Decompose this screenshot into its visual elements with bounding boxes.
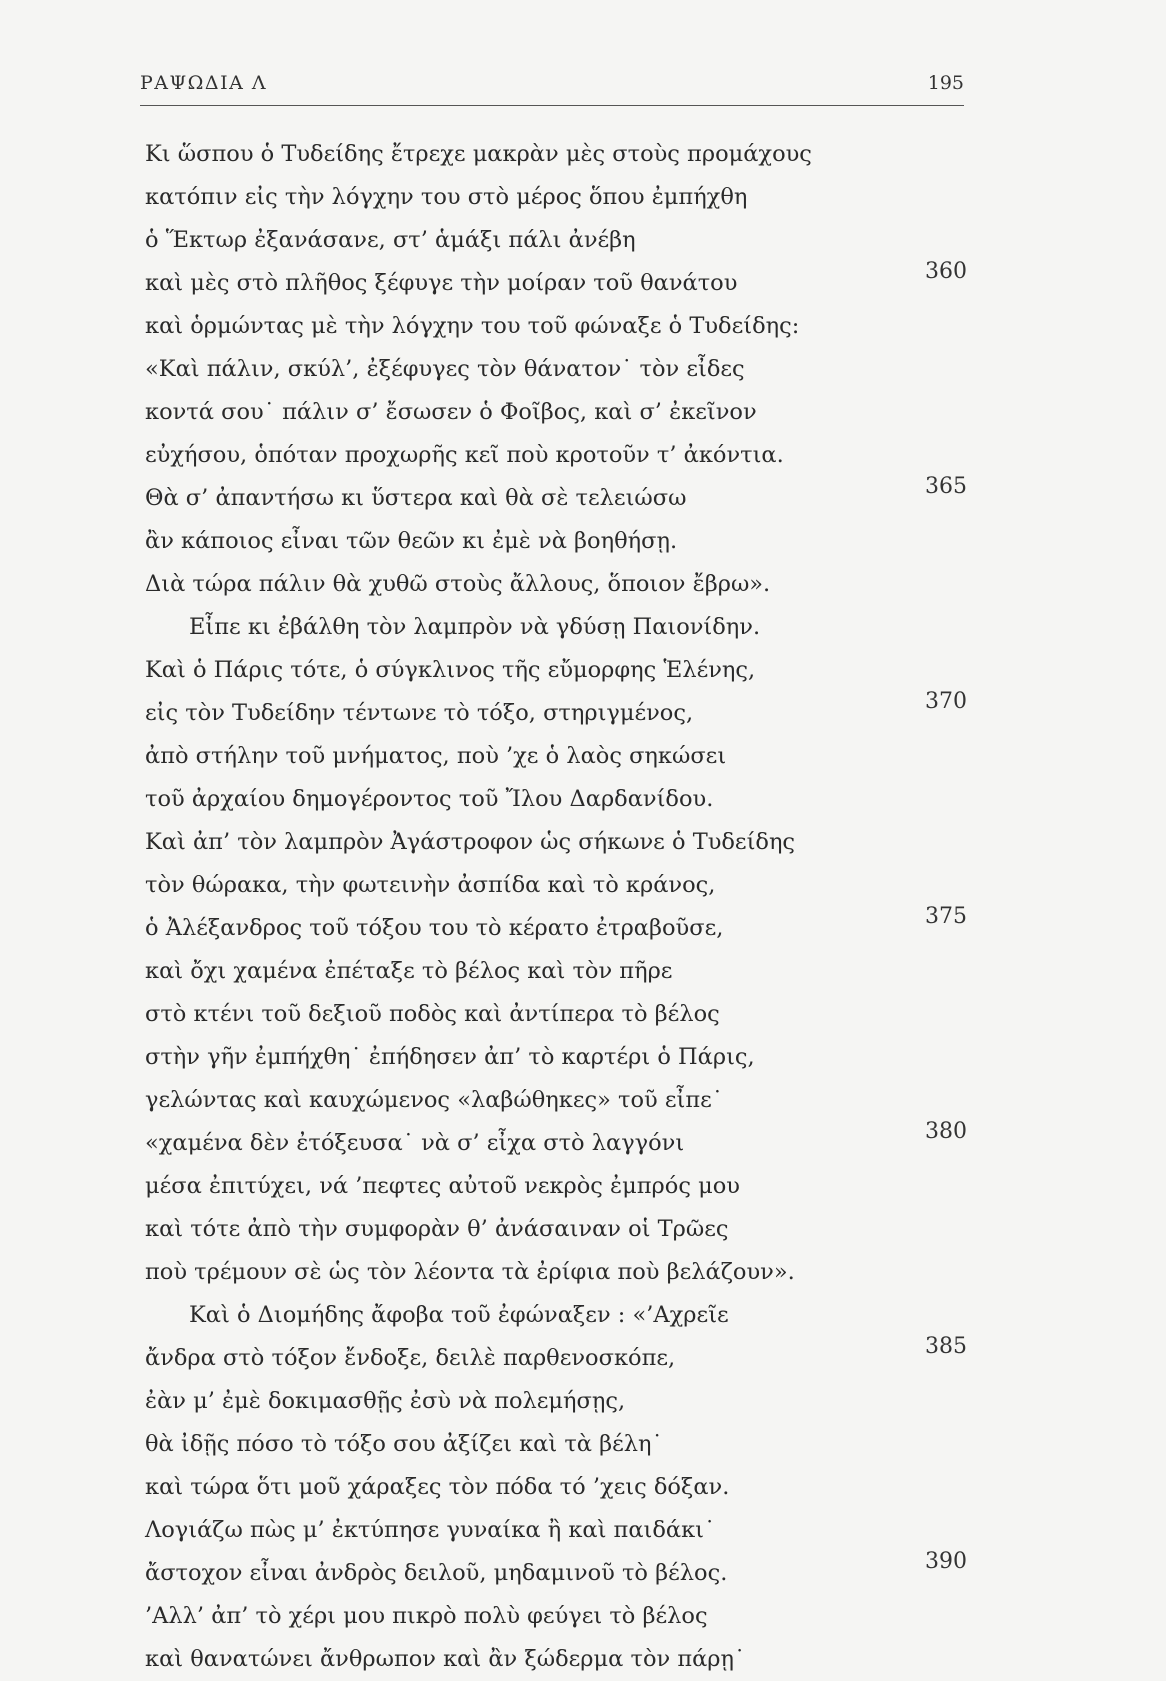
verse-line: [145, 1079, 965, 1122]
verse-text: μέσα ἐπιτύχει, νά ’πεφτες αὐτοῦ νεκρὸς ἐμπρός μου: [145, 1173, 740, 1199]
verse-text: ὁ Ἕκτωρ ἐξανάσανε, στ’ ἁμάξι πάλι ἀνέβη: [145, 227, 636, 253]
verse-text: Λογιάζω πὼς μ’ ἐκτύπησε γυναίκα ἢ καὶ παιδάκι˙: [145, 1517, 716, 1543]
verse-line: [145, 391, 965, 434]
verse-line: [145, 520, 965, 563]
line-number: 370: [925, 689, 967, 714]
verse-line: [145, 1638, 965, 1681]
verse-text: «Καὶ πάλιν, σκύλ’, ἐξέφυγες τὸν θάνατον˙ τὸν εἶδες: [145, 356, 745, 382]
verse-text: ὁ Ἀλέξανδρος τοῦ τόξου του τὸ κέρατο ἐτραβοῦσε,: [145, 915, 724, 941]
verse-line: [145, 1423, 965, 1466]
verse-line: [145, 259, 967, 305]
verse-line: [145, 1294, 965, 1337]
poem-body: [145, 133, 965, 1681]
verse-line: [145, 1251, 965, 1294]
verse-line: [145, 649, 965, 692]
verse-text: Καὶ ἀπ’ τὸν λαμπρὸν Ἀγάστροφον ὡς σήκωνε ὁ Τυδείδης: [145, 829, 796, 855]
verse-text: γελώντας καὶ καυχώμενος «λαβώθηκες» τοῦ εἶπε˙: [145, 1087, 724, 1113]
verse-text: καὶ ὄχι χαμένα ἐπέταξε τὸ βέλος καὶ τὸν πῆρε: [145, 958, 673, 984]
verse-text: εὐχήσου, ὁπόταν προχωρῆς κεῖ ποὺ κροτοῦν τ’ ἀκόντια.: [145, 442, 784, 468]
page-header: [140, 72, 964, 102]
verse-line: [145, 1466, 965, 1509]
verse-text: ἂν κάποιος εἶναι τῶν θεῶν κι ἐμὲ νὰ βοηθήσῃ.: [145, 528, 678, 554]
verse-text: εἰς τὸν Τυδείδην τέντωνε τὸ τόξο, στηριγμένος,: [145, 700, 694, 726]
verse-line: [145, 1119, 967, 1165]
verse-line: [145, 950, 965, 993]
verse-line: [145, 864, 965, 907]
verse-text: Κι ὥσπου ὁ Τυδείδης ἔτρεχε μακρὰν μὲς στοὺς προμάχους: [145, 141, 812, 167]
verse-line: [145, 1036, 965, 1079]
verse-line: [145, 563, 965, 606]
verse-line: [145, 689, 967, 735]
page-number: 195: [927, 72, 964, 94]
verse-line: [145, 904, 967, 950]
verse-text: ἄνδρα στὸ τόξον ἔνδοξε, δειλὲ παρθενοσκόπε,: [145, 1345, 676, 1371]
verse-text: ποὺ τρέμουν σὲ ὡς τὸν λέοντα τὰ ἐρίφια ποὺ βελάζουν».: [145, 1259, 795, 1285]
verse-text: κατόπιν εἰς τὴν λόγχην του στὸ μέρος ὅπου ἐμπήχθη: [145, 184, 748, 210]
verse-text: Θὰ σ’ ἀπαντήσω κι ὕστερα καὶ θὰ σὲ τελειώσω: [145, 485, 687, 511]
verse-line: [145, 219, 965, 262]
verse-text: «χαμένα δὲν ἐτόξευσα˙ νὰ σ’ εἶχα στὸ λαγγόνι: [145, 1130, 685, 1156]
verse-line: [145, 821, 965, 864]
verse-text: κοντά σου˙ πάλιν σ’ ἔσωσεν ὁ Φοῖβος, καὶ σ’ ἐκεῖνον: [145, 399, 757, 425]
verse-line: [145, 176, 965, 219]
verse-line: [145, 133, 965, 176]
verse-line: [145, 993, 965, 1036]
verse-line: [145, 1509, 965, 1552]
verse-text: ἐὰν μ’ ἐμὲ δοκιμασθῇς ἐσὺ νὰ πολεμήσῃς,: [145, 1388, 626, 1414]
line-number: 375: [925, 904, 967, 929]
verse-line: [145, 1595, 965, 1638]
verse-line: [145, 1208, 965, 1251]
verse-text: τοῦ ἀρχαίου δημογέροντος τοῦ Ἴλου Δαρδανίδου.: [145, 786, 714, 812]
verse-line: [145, 474, 967, 520]
verse-line: [145, 1334, 967, 1380]
verse-line: [145, 606, 965, 649]
verse-text: καὶ θανατώνει ἄνθρωπον καὶ ἂν ξώδερμα τὸν πάρῃ˙: [145, 1646, 746, 1672]
verse-text: τὸν θώρακα, τὴν φωτεινὴν ἀσπίδα καὶ τὸ κράνος,: [145, 872, 716, 898]
line-number: 390: [925, 1549, 967, 1574]
verse-line: [145, 778, 965, 821]
verse-text: στὸ κτένι τοῦ δεξιοῦ ποδὸς καὶ ἀντίπερα τὸ βέλος: [145, 1001, 720, 1027]
verse-text: καὶ τότε ἀπὸ τὴν συμφορὰν θ’ ἀνάσαιναν οἱ Τρῶες: [145, 1216, 729, 1242]
verse-text: καὶ ὁρμώντας μὲ τὴν λόγχην του τοῦ φώναξε ὁ Τυδείδης:: [145, 313, 800, 339]
verse-text: ’Αλλ’ ἀπ’ τὸ χέρι μου πικρὸ πολὺ φεύγει τὸ βέλος: [145, 1603, 708, 1629]
line-number: 365: [925, 474, 967, 499]
line-number: 380: [925, 1119, 967, 1144]
verse-line: [145, 1549, 967, 1595]
verse-text: ἀπὸ στήλην τοῦ μνήματος, ποὺ ’χε ὁ λαὸς σηκώσει: [145, 743, 727, 769]
verse-text: Εἶπε κι ἐβάλθη τὸν λαμπρὸν νὰ γδύσῃ Παιονίδην.: [189, 614, 761, 640]
verse-text: καὶ τώρα ὅτι μοῦ χάραξες τὸν πόδα τό ’χεις δόξαν.: [145, 1474, 730, 1500]
verse-line: [145, 305, 965, 348]
verse-line: [145, 1380, 965, 1423]
verse-text: Καὶ ὁ Πάρις τότε, ὁ σύγκλινος τῆς εὔμορφης Ἑλένης,: [145, 657, 756, 683]
verse-text: ἄστοχον εἶναι ἀνδρὸς δειλοῦ, μηδαμινοῦ τὸ βέλος.: [145, 1560, 728, 1586]
verse-line: [145, 735, 965, 778]
header-rule: [140, 105, 964, 106]
verse-line: [145, 1165, 965, 1208]
verse-text: Διὰ τώρα πάλιν θὰ χυθῶ στοὺς ἄλλους, ὅποιον ἔβρω».: [145, 571, 771, 597]
verse-text: στὴν γῆν ἐμπήχθη˙ ἐπήδησεν ἀπ’ τὸ καρτέρι ὁ Πάρις,: [145, 1044, 755, 1070]
verse-text: θὰ ἰδῇς πόσο τὸ τόξο σου ἀξίζει καὶ τὰ βέλη˙: [145, 1431, 663, 1457]
running-header-title: ΡΑΨΩΔΙΑ Λ: [140, 72, 268, 94]
line-number: 360: [925, 259, 967, 284]
verse-text: Καὶ ὁ Διομήδης ἄφοβα τοῦ ἐφώναξεν : «’Αχρεῖε: [189, 1302, 729, 1328]
verse-line: [145, 434, 965, 477]
verse-text: καὶ μὲς στὸ πλῆθος ξέφυγε τὴν μοίραν τοῦ θανάτου: [145, 270, 738, 296]
verse-line: [145, 348, 965, 391]
line-number: 385: [925, 1334, 967, 1359]
